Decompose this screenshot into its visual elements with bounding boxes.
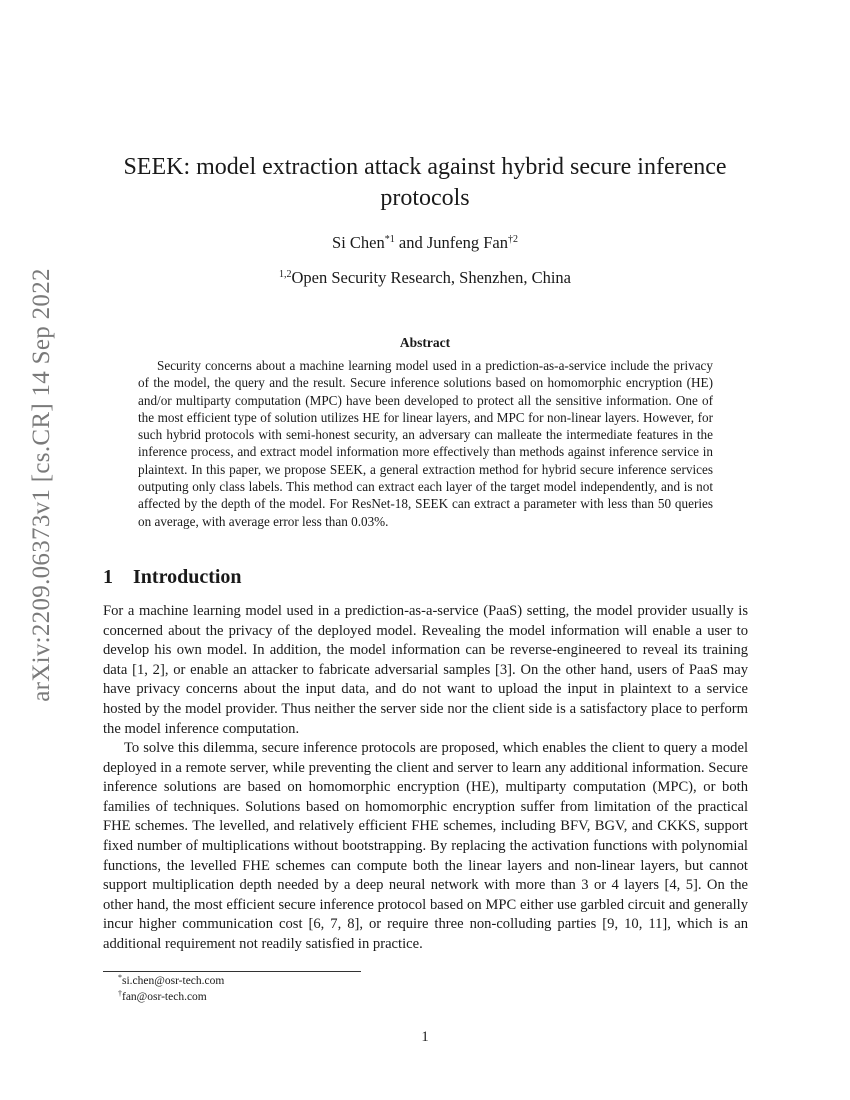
affiliation-text: Open Security Research, Shenzhen, China [291,268,571,287]
footnote-email: si.chen@osr-tech.com [122,975,225,987]
page-number: 1 [421,1029,429,1045]
paragraph: For a machine learning model used in a prediction-as-a-service (PaaS) setting, the model provider usually is concerned about the privacy of the deployed model. Revealing the model information will enable a user to develop his own model. In addition, the model information can be reverse-engineered to reveal its training data [1, 2], or enable an attacker to fabricate adversarial samples [3]. On the other hand, users of PaaS may have privacy concerns about the input data, and do not want to upload the input in plaintext to a service hosted by the model provider. Thus neither the server side nor the client side is a satisfactory place to perform the model inference computation. [103,603,748,737]
arxiv-stamp-text: arXiv:2209.06373v1 [cs.CR] 14 Sep 2022 [28,268,55,702]
author-mark: †2 [507,234,518,245]
affiliation-mark: 1,2 [278,269,292,280]
section-number: 1 [103,566,113,588]
arxiv-stamp [18,268,66,702]
abstract-text: Security concerns about a machine learning model used in a prediction-as-a-service include the privacy of the model, the query and the result. Secure inference solutions based on homomorphic encryption (HE) and/or multiparty computation (MPC) have been developed to protect all the sensitive information. One of the most efficient type of solution utilizes HE for linear layers, and MPC for non-linear layers. However, for such hybrid protocols with semi-honest security, an adversary can malleate the intermediate features in the inference process, and extract model information more effectively than methods against inference service in plaintext. In this paper, we propose SEEK, a general extraction method for hybrid secure inference services outputing only class labels. This method can extract each layer of the target model independently, and is not affected by the depth of the model. For ResNet-18, SEEK can extract a parameter with less than 50 queries on average, with average error less than 0.03%. [138,358,713,529]
footnote-mark: * [118,973,122,982]
author-conjunction: and [394,233,427,252]
title-line-2: protocols [380,185,470,211]
footnotes [118,974,224,1005]
affiliation [100,268,750,288]
title-line-1: SEEK: model extraction attack against hybrid secure inference [123,154,727,180]
section-title: Introduction [133,566,242,588]
author-name: Junfeng Fan [426,233,508,252]
footnote-email: fan@osr-tech.com [122,990,207,1003]
author-name: Si Chen [332,233,385,252]
paragraph: To solve this dilemma, secure inference protocols are proposed, which enables the client to query a model deployed in a remote server, while preventing the client and server to learn any additional information. Secure inference solutions are based on homomorphic encryption (HE), multiparty computation (MPC), or both families of techniques. Solutions based on homomorphic encryption suffer from limitation of the practical FHE schemes. The levelled, and relatively efficient FHE schemes, including BFV, BGV, and CKKS, support fixed number of multiplications without bootstrapping. By replacing the activation functions with polynomial functions, the levelled FHE schemes can compute both the linear layers and non-linear layers, but cannot support multiplication depth needed by a deep neural network with more than 3 or 4 layers [4, 5]. On the other hand, the most efficient secure inference protocol based on MPC either use garbled circuit and generally incur higher communication cost [6, 7, 8], or require three non-colluding parties [9, 10, 11], which is an additional requirement not readily satisfied in practice. [103,740,748,952]
footnote-rule [103,971,361,972]
paper-title [100,152,750,214]
section-heading [103,566,242,589]
author-mark: *1 [384,234,395,245]
footnote [118,974,224,990]
author-list [100,233,750,253]
footnote-mark: † [118,988,122,998]
abstract-heading: Abstract [399,335,451,350]
footnote [118,990,224,1006]
